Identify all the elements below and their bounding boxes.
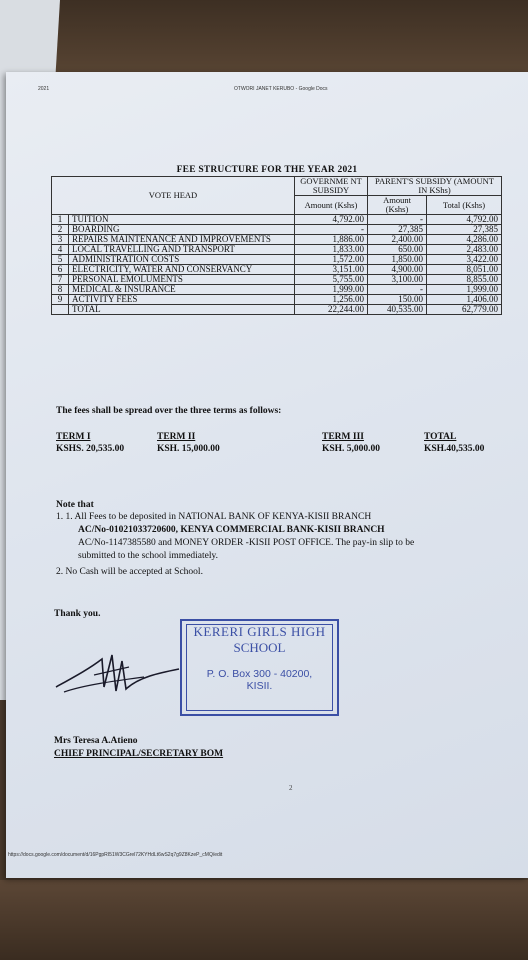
fee-table xyxy=(51,176,502,315)
term-3: TERM III KSH. 5,000.00 xyxy=(322,432,381,454)
gov-amount-header: Amount (Kshs) xyxy=(295,196,368,215)
signatory-name: Mrs Teresa A.Atieno xyxy=(54,736,138,746)
signature-icon xyxy=(54,647,184,707)
note-1: 1. 1. All Fees to be deposited in NATIONAL BANK OF KENYA-KISII BRANCH AC/No-01021033720600, KENYA COMMERCIAL BANK-KISII BRANCH AC/No-1147385580 and MONEY ORDER -KISII POST OFFICE. The pay-in slip to be submitted to the school immediately. xyxy=(56,512,415,561)
table-row: 2 BOARDING - 27,385 27,385 xyxy=(52,225,502,235)
signatory-title: CHIEF PRINCIPAL/SECRETARY BOM xyxy=(54,749,224,759)
note-heading: Note that xyxy=(56,500,94,510)
table-row: 8 MEDICAL & INSURANCE 1,999.00 - 1,999.00 xyxy=(52,285,502,295)
table-surface-bottom xyxy=(0,880,528,960)
table-row: 6 ELECTRICITY, WATER AND CONSERVANCY 3,151.00 4,900.00 8,051.00 xyxy=(52,265,502,275)
table-row: 5 ADMINISTRATION COSTS 1,572.00 1,850.00 3,422.00 xyxy=(52,255,502,265)
total-header: Total (Kshs) xyxy=(427,196,502,215)
parent-subsidy-header: PARENT'S SUBSIDY (AMOUNT IN KShs) xyxy=(368,177,502,196)
printed-page xyxy=(6,72,528,878)
term-1: TERM I KSHS. 20,535.00 xyxy=(56,432,125,454)
table-row: 7 PERSONAL EMOLUMENTS 5,755.00 3,100.00 8,855.00 xyxy=(52,275,502,285)
document-title: FEE STRUCTURE FOR THE YEAR 2021 xyxy=(176,165,358,175)
print-header-title: OTWORI JANET KERUBO - Google Docs xyxy=(234,86,328,92)
school-stamp: KERERI GIRLS HIGH SCHOOL P. O. Box 300 - 40200, KISII. xyxy=(180,619,339,716)
spread-text: The fees shall be spread over the three terms as follows: xyxy=(56,406,282,416)
print-footer-url: https://docs.google.com/document/d/16PgpRI51W3CGrel72KYHdLt6wS2q7g9Z8KzeP_cMQ/edit xyxy=(8,852,223,858)
total-row: TOTAL 22,244.00 40,535.00 62,779.00 xyxy=(52,305,502,315)
table-row: 3 REPAIRS MAINTENANCE AND IMPROVEMENTS 1,886.00 2,400.00 4,286.00 xyxy=(52,235,502,245)
thanks-text: Thank you. xyxy=(54,609,101,619)
note-2: 2. No Cash will be accepted at School. xyxy=(56,567,203,577)
table-row: 1 TUITION 4,792.00 - 4,792.00 xyxy=(52,215,502,225)
table-surface-top xyxy=(0,0,528,80)
parent-amount-header: Amount (Kshs) xyxy=(368,196,427,215)
term-2: TERM II KSH. 15,000.00 xyxy=(157,432,220,454)
vote-head-header: VOTE HEAD xyxy=(52,177,295,215)
term-total: TOTAL KSH.40,535.00 xyxy=(424,432,485,454)
table-row: 4 LOCAL TRAVELLING AND TRANSPORT 1,833.00 650.00 2,483.00 xyxy=(52,245,502,255)
gov-subsidy-header: GOVERNME NT SUBSIDY xyxy=(295,177,368,196)
page-number: 2 xyxy=(289,784,293,792)
print-date: 2021 xyxy=(38,86,50,92)
table-row: 9 ACTIVITY FEES 1,256.00 150.00 1,406.00 xyxy=(52,295,502,305)
